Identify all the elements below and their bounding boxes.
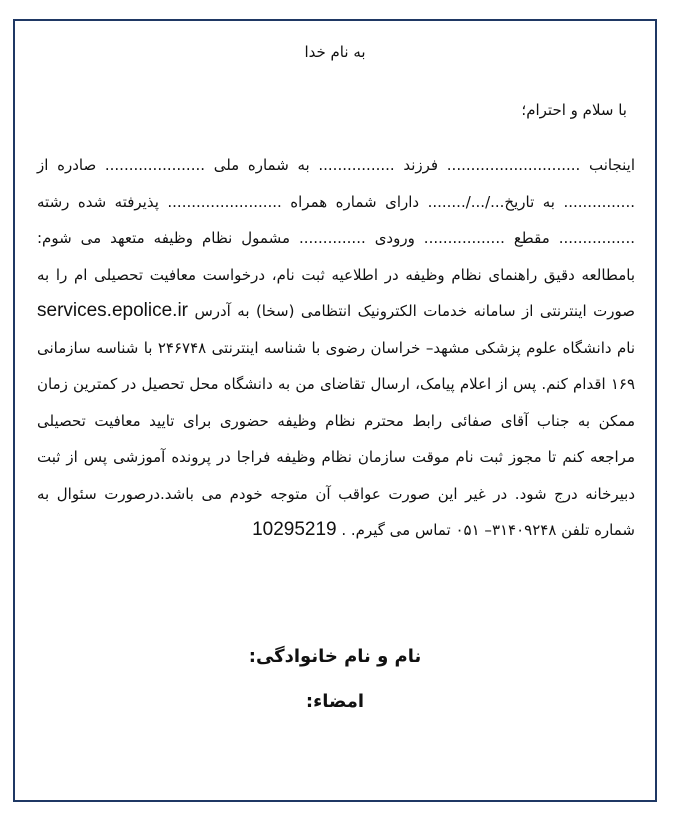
reference-number: 10295219 <box>252 519 337 540</box>
document-page <box>13 19 657 802</box>
website-address: services.epolice.ir <box>37 300 188 321</box>
paragraph-text-2: نام دانشگاه علوم پزشکی مشهد– خراسان رضوی با شناسه اینترنتی ۲۴۶۷۴۸ با شناسه سازمانی ۱۶۹ اقدام کنم. پس از اعلام پیامک، ارسال تقاضای من به دانشگاه محل تحصیل در کمترین زمان ممکن به جناب آقای صفائی رابط محترم نظام وظیفه حضوری برای تایید معافیت تحصیلی مراجعه کنم تا مجوز ثبت نام موقت سازمان نظام وظیفه فراجا در پرونده آموزشی پس از ثبت دبیرخانه درج شود. در غیر این صورت عواقب آن متوجه خودم می باشد.درصورت سئوال به شماره تلفن ۳۱۴۰۹۲۴۸– ۰۵۱ تماس می گیرم. . <box>37 338 635 539</box>
document-header: به نام خدا <box>304 43 366 61</box>
paragraph-text-1: اینجانب ............................ فرزند ................ به شماره ملی ..................... صادره از ............... به تاریخ.../.../........ دارای شماره همراه ........................ پذیرفته شده رشته ................ مقطع ................. ورودی .............. مشمول نظام وظیفه متعهد می شوم: بامطالعه دقیق راهنمای نظام وظیفه در اطلاعیه ثبت نام، درخواست معافیت تحصیلی ام را به صورت اینترنتی از سامانه خدمات الکترونیک انتظامی (سخا) به آدرس <box>37 156 635 320</box>
greeting-line: با سلام و احترام؛ <box>521 101 627 119</box>
signature-sign-label: امضاء: <box>305 691 365 712</box>
signature-name-label: نام و نام خانوادگی: <box>248 646 422 667</box>
commitment-paragraph <box>37 147 635 549</box>
